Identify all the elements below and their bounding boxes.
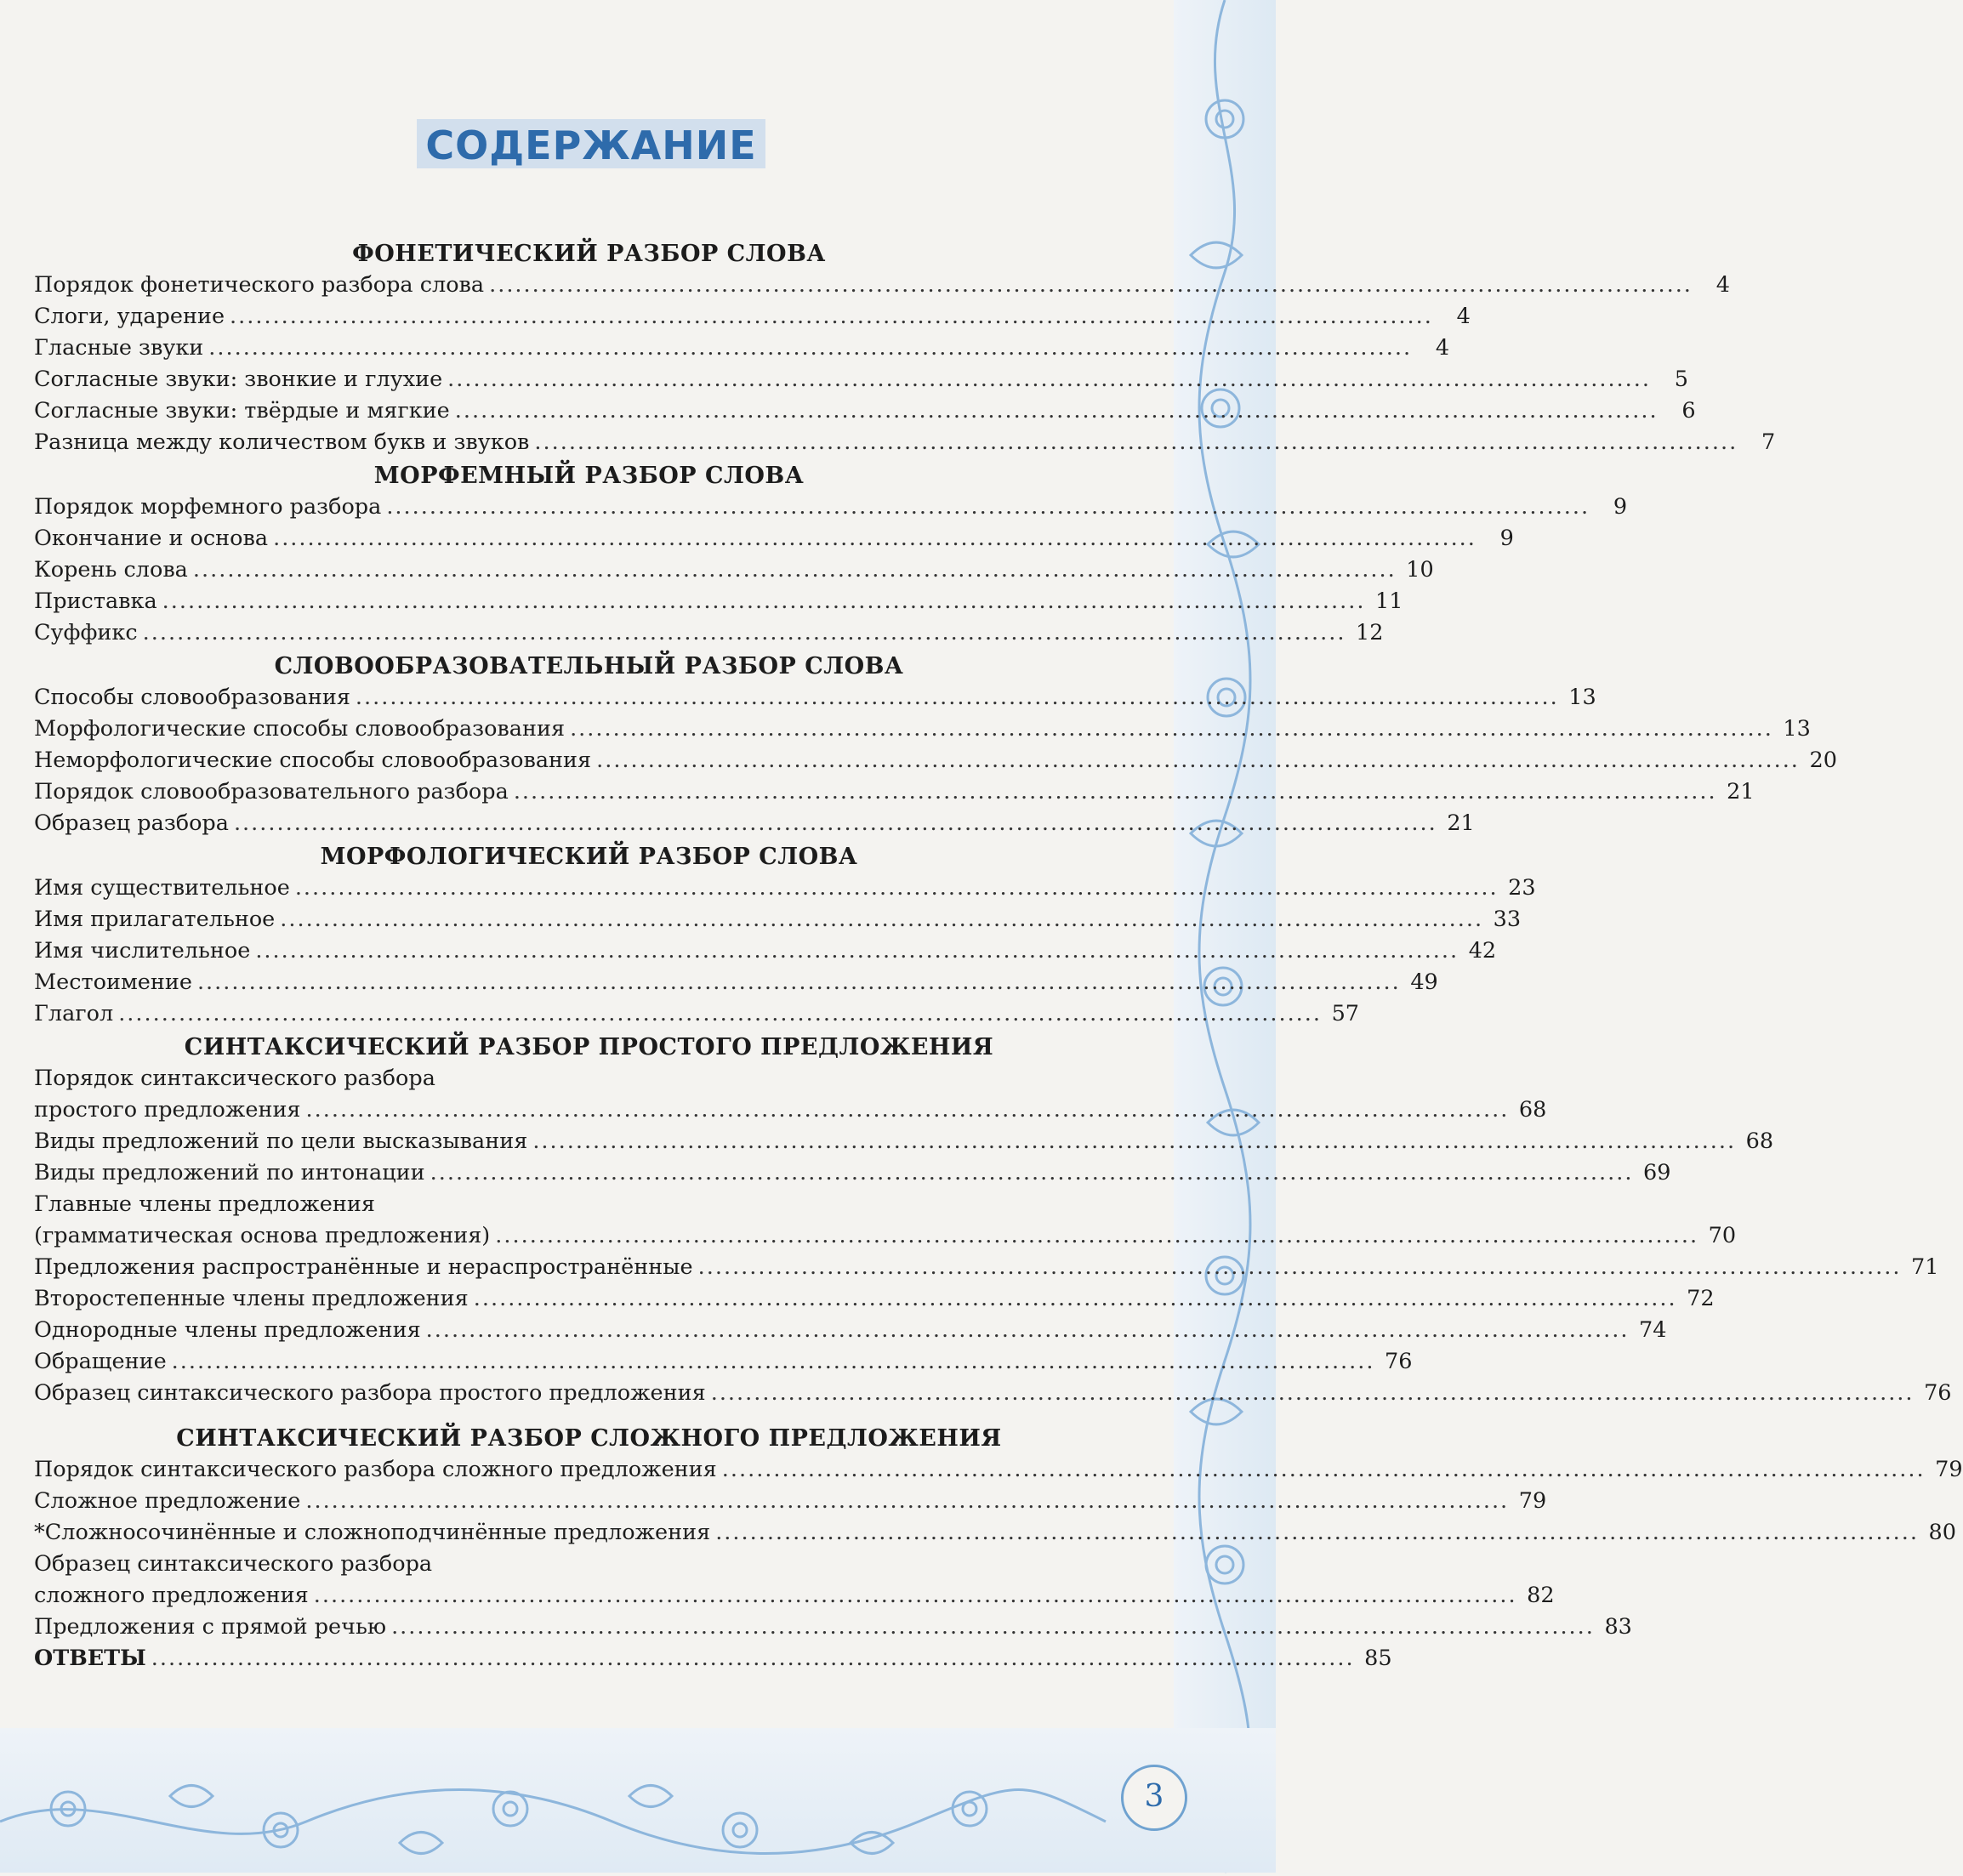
- entry-label: Неморфологические способы словообразования: [34, 748, 592, 773]
- section-heading: СЛОВООБРАЗОВАТЕЛЬНЫЙ РАЗБОР СЛОВА: [274, 653, 904, 679]
- leader-dots: ............................................................................................................................................: [473, 1286, 1677, 1311]
- leader-dots: ............................................................................................................................................: [230, 304, 1433, 329]
- floral-ornament-icon: [0, 1728, 1276, 1873]
- entry-page: 57: [1331, 1001, 1360, 1026]
- entry-page: 68: [1745, 1128, 1774, 1154]
- entry-label: (грамматическая основа предложения): [34, 1223, 491, 1248]
- entry-label: Приставка: [34, 588, 157, 614]
- entry-page: 76: [1924, 1380, 1952, 1406]
- toc-entry[interactable]: [34, 904, 1522, 935]
- entry-label: Главные члены предложения: [34, 1191, 375, 1217]
- entry-page: 69: [1643, 1160, 1671, 1185]
- toc-entry[interactable]: [34, 1454, 1963, 1486]
- toc-entry[interactable]: [34, 1283, 1715, 1315]
- entry-page: 5: [1674, 367, 1688, 392]
- entry-label: *Сложносочинённые и сложноподчинённые предложения: [34, 1520, 711, 1545]
- leader-dots: ............................................................................................................................................: [570, 716, 1773, 742]
- leader-dots: ............................................................................................................................................: [294, 875, 1499, 901]
- toc-entry[interactable]: [34, 1157, 1671, 1189]
- toc-entry[interactable]: [34, 808, 1475, 839]
- toc-entry[interactable]: [34, 301, 1471, 333]
- entry-page: 79: [1518, 1488, 1547, 1514]
- toc-section: [34, 842, 1536, 1030]
- leader-dots: ............................................................................................................................................: [721, 1457, 1926, 1482]
- entry-page: 4: [1715, 272, 1730, 298]
- toc-section: [34, 461, 1628, 649]
- entry-page: 11: [1375, 588, 1403, 614]
- leader-dots: ............................................................................................................................................: [513, 779, 1717, 804]
- toc-entry[interactable]: [34, 492, 1628, 523]
- leader-dots: ............................................................................................................................................: [171, 1349, 1375, 1374]
- toc-entry[interactable]: [34, 427, 1776, 458]
- entry-page: 13: [1783, 716, 1811, 742]
- leader-dots: ............................................................................................................................................: [447, 367, 1651, 392]
- leader-dots: ............................................................................................................................................: [430, 1160, 1634, 1185]
- leader-dots: ............................................................................................................................................: [386, 494, 1590, 520]
- toc-entry[interactable]: [34, 1346, 1413, 1378]
- toc-entry[interactable]: [34, 1063, 1144, 1094]
- entry-label: Порядок словообразовательного разбора: [34, 779, 509, 804]
- toc-entry[interactable]: [34, 1220, 1737, 1252]
- toc-entry[interactable]: [34, 523, 1514, 554]
- leader-dots: ............................................................................................................................................: [489, 272, 1693, 298]
- leader-dots: ............................................................................................................................................: [162, 588, 1366, 614]
- entry-page: 79: [1935, 1457, 1963, 1482]
- toc-section: [34, 1424, 1963, 1643]
- entry-page: 10: [1406, 557, 1434, 583]
- entry-label: Виды предложений по интонации: [34, 1160, 425, 1185]
- entry-label: Согласные звуки: звонкие и глухие: [34, 367, 443, 392]
- entry-page: 4: [1435, 335, 1450, 361]
- entry-page: 70: [1708, 1223, 1737, 1248]
- toc-section: [34, 651, 1837, 839]
- section-spacer: [34, 1409, 1144, 1421]
- table-of-contents: [34, 236, 1963, 1674]
- toc-entry[interactable]: [34, 1378, 1952, 1409]
- leader-dots: ............................................................................................................................................: [255, 938, 1459, 964]
- leader-dots: ............................................................................................................................................: [208, 335, 1413, 361]
- section-heading: МОРФЕМНЫЙ РАЗБОР СЛОВА: [373, 463, 805, 489]
- leader-dots: ............................................................................................................................................: [305, 1097, 1510, 1123]
- toc-entry[interactable]: [34, 1252, 1939, 1283]
- leader-dots: ............................................................................................................................................: [715, 1520, 1919, 1545]
- entry-page: 13: [1568, 685, 1596, 710]
- toc-entry[interactable]: [34, 1549, 1144, 1580]
- entry-page: 42: [1468, 938, 1497, 964]
- toc-entry[interactable]: [34, 873, 1536, 904]
- entry-page: 80: [1928, 1520, 1956, 1545]
- toc-section: [34, 1032, 1952, 1409]
- toc-entry[interactable]: [34, 395, 1696, 427]
- entry-label: сложного предложения: [34, 1583, 309, 1608]
- leader-dots: ............................................................................................................................................: [454, 398, 1659, 424]
- toc-entry[interactable]: [34, 333, 1450, 364]
- entry-page: 68: [1518, 1097, 1547, 1123]
- page-title: СОДЕРЖАНИЕ: [417, 119, 765, 168]
- entry-page: 9: [1499, 526, 1514, 551]
- entry-page: 12: [1356, 620, 1384, 645]
- leader-dots: ............................................................................................................................................: [355, 685, 1559, 710]
- entry-label: Однородные члены предложения: [34, 1317, 421, 1343]
- entry-page: 23: [1508, 875, 1536, 901]
- toc-entry[interactable]: [34, 776, 1755, 808]
- section-heading: СИНТАКСИЧЕСКИЙ РАЗБОР СЛОЖНОГО ПРЕДЛОЖЕНИЯ: [176, 1425, 1002, 1452]
- toc-entry[interactable]: [34, 1315, 1667, 1346]
- toc-section: [34, 239, 1776, 458]
- leader-dots: ............................................................................................................................................: [233, 810, 1437, 836]
- toc-entry[interactable]: [34, 935, 1497, 967]
- toc-entry[interactable]: [34, 1094, 1547, 1126]
- leader-dots: ............................................................................................................................................: [280, 907, 1484, 932]
- entry-label: Имя числительное: [34, 938, 251, 964]
- leader-dots: ............................................................................................................................................: [495, 1223, 1699, 1248]
- entry-page: 4: [1456, 304, 1471, 329]
- entry-label: Предложения с прямой речью: [34, 1614, 387, 1640]
- leader-dots: ............................................................................................................................................: [118, 1001, 1323, 1026]
- leader-dots: ............................................................................................................................................: [697, 1254, 1902, 1280]
- entry-label: Корень слова: [34, 557, 188, 583]
- entry-label: Слоги, ударение: [34, 304, 225, 329]
- entry-page: 9: [1613, 494, 1628, 520]
- leader-dots: ............................................................................................................................................: [425, 1317, 1630, 1343]
- entry-label: Порядок синтаксического разбора: [34, 1066, 435, 1091]
- entry-label: Местоимение: [34, 969, 192, 995]
- section-heading: МОРФОЛОГИЧЕСКИЙ РАЗБОР СЛОВА: [320, 844, 858, 870]
- entry-label: Суффикс: [34, 620, 138, 645]
- page-header: [0, 119, 1182, 168]
- entry-page: 71: [1911, 1254, 1939, 1280]
- entry-page: 21: [1447, 810, 1475, 836]
- leader-dots: ............................................................................................................................................: [532, 1128, 1737, 1154]
- entry-page: 6: [1681, 398, 1696, 424]
- toc-entry[interactable]: [34, 1612, 1632, 1643]
- toc-entry[interactable]: [34, 1580, 1555, 1612]
- leader-dots: ............................................................................................................................................: [192, 557, 1397, 583]
- entry-label: Порядок морфемного разбора: [34, 494, 382, 520]
- decorative-border-bottom: [0, 1728, 1276, 1873]
- entry-page: 33: [1493, 907, 1522, 932]
- entry-page: 7: [1761, 429, 1776, 455]
- entry-label: Виды предложений по цели высказывания: [34, 1128, 528, 1154]
- leader-dots: ............................................................................................................................................: [391, 1614, 1595, 1640]
- toc-entry[interactable]: [34, 967, 1438, 998]
- entry-page: 83: [1604, 1614, 1632, 1640]
- entry-label: простого предложения: [34, 1097, 301, 1123]
- entry-page: 82: [1527, 1583, 1555, 1608]
- entry-label: Согласные звуки: твёрдые и мягкие: [34, 398, 450, 424]
- entry-label: Имя существительное: [34, 875, 290, 901]
- entry-page: 74: [1639, 1317, 1667, 1343]
- toc-entry[interactable]: [34, 745, 1837, 776]
- entry-label: Обращение: [34, 1349, 167, 1374]
- entry-label: Сложное предложение: [34, 1488, 301, 1514]
- section-heading: ФОНЕТИЧЕСКИЙ РАЗБОР СЛОВА: [352, 241, 826, 267]
- leader-dots: ............................................................................................................................................: [534, 429, 1738, 455]
- entry-label: Второстепенные члены предложения: [34, 1286, 469, 1311]
- entry-label: Порядок синтаксического разбора сложного предложения: [34, 1457, 717, 1482]
- toc-entry[interactable]: [34, 998, 1360, 1030]
- leader-dots: ............................................................................................................................................: [305, 1488, 1510, 1514]
- leader-dots: ............................................................................................................................................: [313, 1583, 1517, 1608]
- section-heading: СИНТАКСИЧЕСКИЙ РАЗБОР ПРОСТОГО ПРЕДЛОЖЕНИЯ: [184, 1034, 994, 1060]
- toc-entry[interactable]: [34, 1126, 1774, 1157]
- entry-label: Порядок фонетического разбора слова: [34, 272, 485, 298]
- entry-label: Способы словообразования: [34, 685, 350, 710]
- leader-dots: ............................................................................................................................................: [710, 1380, 1915, 1406]
- entry-label: Окончание и основа: [34, 526, 269, 551]
- entry-label: Образец синтаксического разбора простого предложения: [34, 1380, 706, 1406]
- entry-label: Разница между количеством букв и звуков: [34, 429, 530, 455]
- entry-label: Предложения распространённые и нераспространённые: [34, 1254, 693, 1280]
- leader-dots: ............................................................................................................................................: [196, 969, 1401, 995]
- leader-dots: ............................................................................................................................................: [142, 620, 1346, 645]
- entry-label: ОТВЕТЫ: [34, 1646, 146, 1671]
- leader-dots: ............................................................................................................................................: [273, 526, 1477, 551]
- toc-entry[interactable]: [34, 554, 1434, 586]
- entry-page: 72: [1687, 1286, 1715, 1311]
- toc-entry-answers[interactable]: [34, 1643, 1392, 1674]
- entry-label: Образец синтаксического разбора: [34, 1551, 433, 1577]
- entry-page: 21: [1727, 779, 1755, 804]
- toc-entry[interactable]: [34, 1517, 1956, 1549]
- leader-dots: ............................................................................................................................................: [596, 748, 1800, 773]
- entry-page: 85: [1364, 1646, 1392, 1671]
- entry-label: Глагол: [34, 1001, 114, 1026]
- page-number: 3: [1121, 1765, 1187, 1831]
- toc-entry[interactable]: [34, 1189, 1144, 1220]
- toc-entry[interactable]: [34, 713, 1811, 745]
- toc-entry[interactable]: [34, 364, 1688, 395]
- toc-entry[interactable]: [34, 682, 1596, 713]
- toc-entry[interactable]: [34, 586, 1403, 617]
- toc-entry[interactable]: [34, 270, 1730, 301]
- leader-dots: ............................................................................................................................................: [151, 1646, 1355, 1671]
- entry-label: Морфологические способы словообразования: [34, 716, 566, 742]
- toc-entry[interactable]: [34, 1486, 1547, 1517]
- entry-page: 76: [1385, 1349, 1413, 1374]
- entry-page: 49: [1410, 969, 1438, 995]
- entry-page: 20: [1809, 748, 1837, 773]
- entry-label: Имя прилагательное: [34, 907, 276, 932]
- entry-label: Образец разбора: [34, 810, 229, 836]
- toc-entry[interactable]: [34, 617, 1384, 649]
- entry-label: Гласные звуки: [34, 335, 204, 361]
